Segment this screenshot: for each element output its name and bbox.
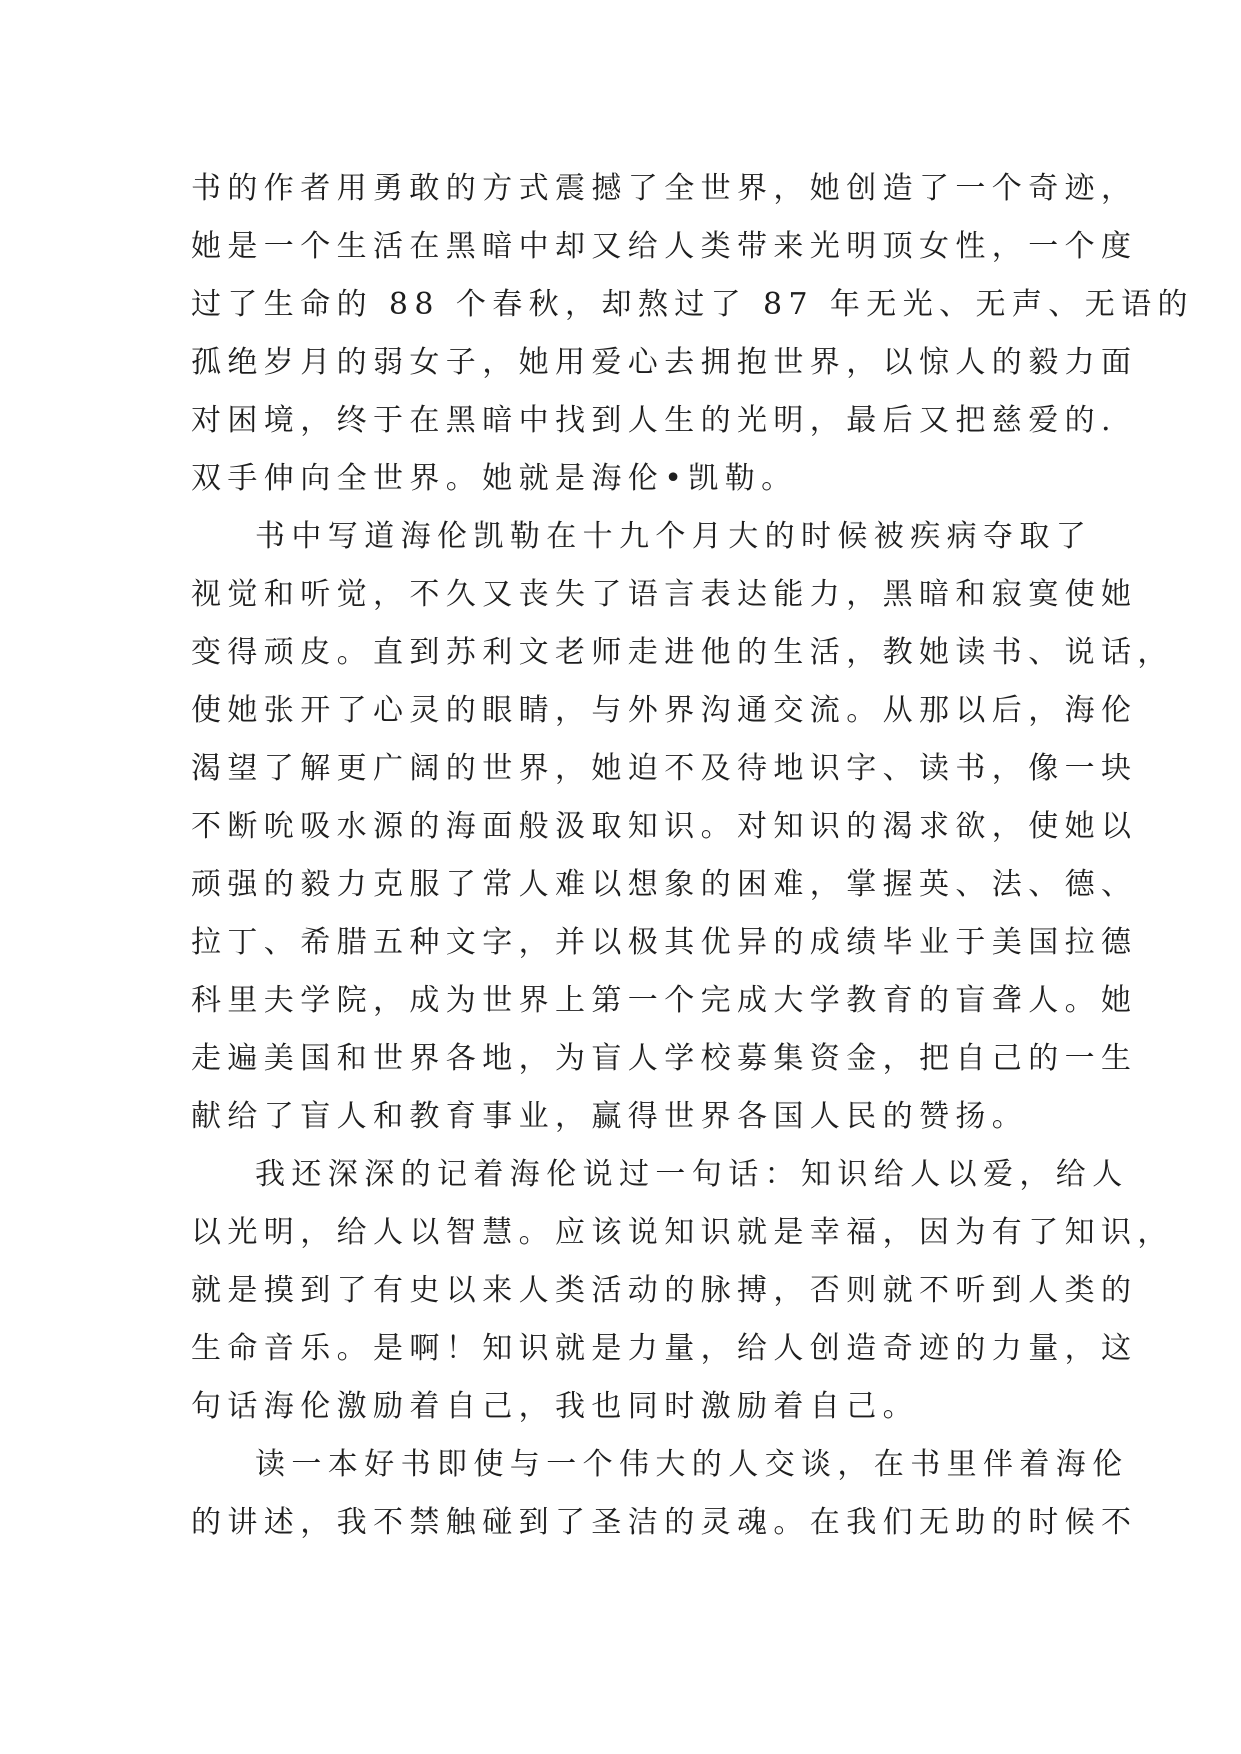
text-line: 生命音乐。是啊！知识就是力量，给人创造奇迹的力量，这 [191,1331,1138,1366]
text-line: 使她张开了心灵的眼睛，与外界沟通交流。从那以后，海伦 [191,693,1138,728]
text-line: 顽强的毅力克服了常人难以想象的困难，掌握英、法、德、 [191,867,1138,902]
text-line: 句话海伦激励着自己，我也同时激励着自己。 [191,1389,919,1424]
text-line: 不断吮吸水源的海面般汲取知识。对知识的渴求欲，使她以 [191,809,1138,844]
text-line: 拉丁、希腊五种文字，并以极其优异的成绩毕业于美国拉德 [191,925,1138,960]
body-text [191,160,1194,1552]
paragraph-start-line: 我还深深的记着海伦说过一句话：知识给人以爱，给人 [255,1157,1129,1192]
text-line: 双手伸向全世界。她就是海伦•凯勒。 [191,461,798,496]
text-line: 书的作者用勇敢的方式震撼了全世界，她创造了一个奇迹， [191,171,1138,206]
text-line: 过了生命的 88 个春秋，却熬过了 87 年无光、无声、无语的 [191,287,1194,322]
text-line: 视觉和听觉，不久又丧失了语言表达能力，黑暗和寂寞使她 [191,577,1138,612]
paragraph-start-line: 读一本好书即使与一个伟大的人交谈，在书里伴着海伦 [255,1447,1129,1482]
text-line: 献给了盲人和教育事业，赢得世界各国人民的赞扬。 [191,1099,1029,1134]
text-line: 科里夫学院，成为世界上第一个完成大学教育的盲聋人。她 [191,983,1138,1018]
text-line: 就是摸到了有史以来人类活动的脉搏，否则就不听到人类的 [191,1273,1138,1308]
text-line: 渴望了解更广阔的世界，她迫不及待地识字、读书，像一块 [191,751,1138,786]
text-line: 变得顽皮。直到苏利文老师走进他的生活，教她读书、说话， [191,635,1174,670]
text-line: 孤绝岁月的弱女子，她用爱心去拥抱世界，以惊人的毅力面 [191,345,1138,380]
text-line: 以光明，给人以智慧。应该说知识就是幸福，因为有了知识， [191,1215,1174,1250]
text-line: 对困境，终于在黑暗中找到人生的光明，最后又把慈爱的. [191,403,1117,438]
text-line: 她是一个生活在黑暗中却又给人类带来光明顶女性，一个度 [191,229,1138,264]
text-line: 的讲述，我不禁触碰到了圣洁的灵魂。在我们无助的时候不 [191,1505,1138,1540]
text-line: 走遍美国和世界各地，为盲人学校募集资金，把自己的一生 [191,1041,1138,1076]
paragraph-start-line: 书中写道海伦凯勒在十九个月大的时候被疾病夺取了 [255,519,1093,554]
